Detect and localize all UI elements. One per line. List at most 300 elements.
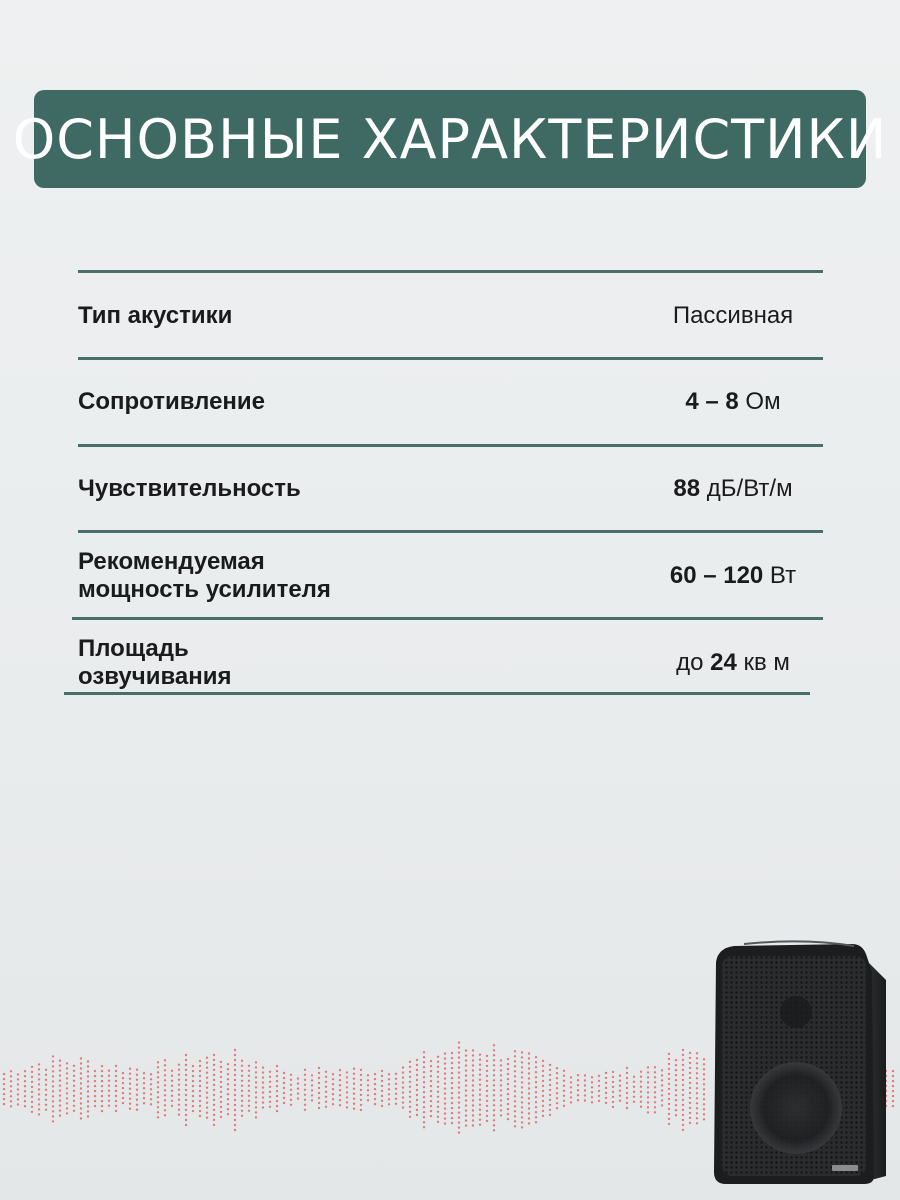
wave-dot [220, 1081, 222, 1083]
wave-dot [150, 1073, 152, 1075]
wave-dot [500, 1059, 502, 1061]
wave-dot [402, 1091, 404, 1093]
wave-dot [59, 1064, 61, 1066]
spec-label: Площадь озвучивания [78, 635, 232, 690]
wave-dot [234, 1124, 236, 1126]
wave-dot [325, 1086, 327, 1088]
wave-dot [143, 1092, 145, 1094]
wave-dot [276, 1090, 278, 1092]
wave-dot [486, 1090, 488, 1092]
wave-dot [689, 1057, 691, 1059]
wave-dot [598, 1095, 600, 1097]
wave-dot [528, 1092, 530, 1094]
wave-dot [283, 1082, 285, 1084]
wave-dot [486, 1120, 488, 1122]
wave-dot [556, 1107, 558, 1109]
wave-dot [661, 1084, 663, 1086]
wave-dot [619, 1075, 621, 1077]
wave-dot [451, 1097, 453, 1099]
wave-dot [17, 1088, 19, 1090]
wave-dot [80, 1072, 82, 1074]
wave-dot [94, 1080, 96, 1082]
wave-dot [626, 1072, 628, 1074]
wave-dot [682, 1119, 684, 1121]
wave-dot [234, 1079, 236, 1081]
wave-dot [682, 1094, 684, 1096]
wave-dot [164, 1104, 166, 1106]
wave-dot [360, 1109, 362, 1111]
wave-dot [451, 1077, 453, 1079]
wave-dot [59, 1059, 61, 1061]
wave-dot [115, 1065, 117, 1067]
wave-dot [444, 1117, 446, 1119]
wave-dot [45, 1074, 47, 1076]
wave-dot [227, 1098, 229, 1100]
wave-dot [682, 1129, 684, 1131]
wave-dot [255, 1086, 257, 1088]
wave-dot [507, 1113, 509, 1115]
wave-dot [374, 1083, 376, 1085]
wave-dot [675, 1069, 677, 1071]
wave-dot [668, 1078, 670, 1080]
wave-dot [486, 1065, 488, 1067]
wave-dot [66, 1062, 68, 1064]
wave-dot [45, 1099, 47, 1101]
wave-dot [682, 1059, 684, 1061]
wave-dot [626, 1092, 628, 1094]
value-part: Пассивная [672, 302, 794, 329]
wave-dot [472, 1064, 474, 1066]
wave-dot [262, 1096, 264, 1098]
wave-dot [59, 1104, 61, 1106]
wave-dot [640, 1081, 642, 1083]
wave-dot [584, 1099, 586, 1101]
wave-dot [451, 1087, 453, 1089]
wave-dot [171, 1095, 173, 1097]
wave-dot [206, 1087, 208, 1089]
wave-dot [185, 1094, 187, 1096]
wave-dot [689, 1082, 691, 1084]
wave-dot [465, 1079, 467, 1081]
wave-dot [675, 1064, 677, 1066]
wave-dot [584, 1089, 586, 1091]
wave-dot [514, 1080, 516, 1082]
wave-dot [101, 1090, 103, 1092]
wave-dot [248, 1090, 250, 1092]
wave-dot [38, 1068, 40, 1070]
wave-dot [129, 1078, 131, 1080]
wave-dot [185, 1114, 187, 1116]
wave-dot [472, 1079, 474, 1081]
wave-dot [479, 1074, 481, 1076]
wave-dot [143, 1087, 145, 1089]
wave-dot [381, 1070, 383, 1072]
wave-dot [66, 1102, 68, 1104]
wave-dot [409, 1096, 411, 1098]
wave-dot [241, 1085, 243, 1087]
wave-dot [430, 1100, 432, 1102]
wave-dot [157, 1076, 159, 1078]
wave-dot [325, 1101, 327, 1103]
wave-dot [535, 1081, 537, 1083]
wave-dot [234, 1099, 236, 1101]
wave-dot [528, 1082, 530, 1084]
wave-dot [682, 1124, 684, 1126]
wave-dot [360, 1099, 362, 1101]
wave-dot [346, 1076, 348, 1078]
wave-dot [647, 1066, 649, 1068]
wave-dot [17, 1103, 19, 1105]
wave-dot [521, 1116, 523, 1118]
wave-dot [122, 1092, 124, 1094]
wave-dot [136, 1099, 138, 1101]
wave-dot [213, 1089, 215, 1091]
wave-dot [290, 1099, 292, 1101]
value-part: 24 [710, 649, 737, 676]
value-part: 4 – 8 [685, 388, 739, 415]
wave-dot [150, 1098, 152, 1100]
wave-dot [171, 1105, 173, 1107]
spec-value [583, 302, 883, 330]
wave-dot [563, 1070, 565, 1072]
wave-dot [115, 1085, 117, 1087]
wave-dot [248, 1080, 250, 1082]
wave-dot [696, 1122, 698, 1124]
wave-dot [528, 1122, 530, 1124]
wave-dot [52, 1055, 54, 1057]
wave-dot [157, 1061, 159, 1063]
wave-dot [472, 1109, 474, 1111]
wave-dot [696, 1117, 698, 1119]
wave-dot [87, 1095, 89, 1097]
wave-dot [542, 1080, 544, 1082]
wave-dot [234, 1129, 236, 1131]
wave-dot [185, 1059, 187, 1061]
wave-dot [416, 1114, 418, 1116]
wave-dot [423, 1081, 425, 1083]
wave-dot [150, 1083, 152, 1085]
wave-dot [577, 1079, 579, 1081]
wave-dot [696, 1112, 698, 1114]
wave-dot [388, 1098, 390, 1100]
wave-dot [689, 1067, 691, 1069]
wave-dot [696, 1062, 698, 1064]
wave-dot [465, 1119, 467, 1121]
wave-dot [24, 1100, 26, 1102]
wave-dot [542, 1090, 544, 1092]
wave-dot [346, 1096, 348, 1098]
wave-dot [402, 1096, 404, 1098]
wave-dot [157, 1066, 159, 1068]
wave-dot [346, 1071, 348, 1073]
wave-dot [101, 1095, 103, 1097]
wave-dot [612, 1101, 614, 1103]
wave-dot [696, 1092, 698, 1094]
divider [78, 270, 823, 273]
wave-dot [430, 1110, 432, 1112]
wave-dot [668, 1053, 670, 1055]
wave-dot [661, 1089, 663, 1091]
wave-dot [45, 1084, 47, 1086]
wave-dot [640, 1086, 642, 1088]
wave-dot [171, 1085, 173, 1087]
wave-dot [395, 1083, 397, 1085]
wave-dot [493, 1079, 495, 1081]
wave-dot [3, 1103, 5, 1105]
spec-value [583, 562, 883, 590]
wave-dot [444, 1067, 446, 1069]
wave-dot [213, 1074, 215, 1076]
wave-dot [437, 1096, 439, 1098]
wave-dot [535, 1111, 537, 1113]
wave-dot [178, 1074, 180, 1076]
wave-dot [409, 1091, 411, 1093]
wave-dot [570, 1091, 572, 1093]
wave-dot [402, 1101, 404, 1103]
wave-dot [136, 1104, 138, 1106]
wave-dot [318, 1077, 320, 1079]
wave-dot [143, 1097, 145, 1099]
wave-dot [500, 1099, 502, 1101]
wave-dot [24, 1070, 26, 1072]
wave-dot [178, 1079, 180, 1081]
wave-dot [199, 1085, 201, 1087]
wave-dot [297, 1092, 299, 1094]
spec-value [583, 388, 883, 416]
wave-dot [192, 1080, 194, 1082]
wave-dot [325, 1071, 327, 1073]
wave-dot [332, 1093, 334, 1095]
wave-dot [262, 1086, 264, 1088]
wave-dot [444, 1077, 446, 1079]
wave-dot [584, 1079, 586, 1081]
wave-dot [59, 1099, 61, 1101]
wave-dot [325, 1106, 327, 1108]
wave-dot [213, 1054, 215, 1056]
wave-dot [521, 1051, 523, 1053]
wave-dot [675, 1059, 677, 1061]
wave-dot [381, 1090, 383, 1092]
wave-dot [367, 1074, 369, 1076]
wave-dot [115, 1095, 117, 1097]
wave-dot [122, 1077, 124, 1079]
wave-dot [213, 1104, 215, 1106]
spec-row [78, 633, 838, 693]
wave-dot [290, 1094, 292, 1096]
wave-dot [45, 1109, 47, 1111]
wave-dot [409, 1066, 411, 1068]
wave-dot [416, 1094, 418, 1096]
wave-dot [689, 1077, 691, 1079]
wave-dot [668, 1123, 670, 1125]
wave-dot [59, 1114, 61, 1116]
wave-dot [220, 1071, 222, 1073]
wave-dot [486, 1070, 488, 1072]
wave-dot [178, 1104, 180, 1106]
wave-dot [479, 1054, 481, 1056]
wave-dot [654, 1076, 656, 1078]
wave-dot [416, 1099, 418, 1101]
wave-dot [577, 1084, 579, 1086]
wave-dot [185, 1124, 187, 1126]
wave-dot [213, 1069, 215, 1071]
wave-dot [430, 1080, 432, 1082]
wave-dot [626, 1102, 628, 1104]
wave-dot [472, 1054, 474, 1056]
wave-dot [185, 1069, 187, 1071]
wave-dot [647, 1101, 649, 1103]
wave-dot [661, 1069, 663, 1071]
wave-dot [612, 1076, 614, 1078]
wave-dot [213, 1099, 215, 1101]
wave-dot [45, 1104, 47, 1106]
spec-label: Тип акустики [78, 302, 233, 329]
wave-dot [535, 1101, 537, 1103]
wave-dot [192, 1100, 194, 1102]
wave-dot [535, 1056, 537, 1058]
wave-dot [164, 1114, 166, 1116]
wave-dot [10, 1100, 12, 1102]
wave-dot [591, 1101, 593, 1103]
wave-dot [115, 1105, 117, 1107]
wave-dot [465, 1054, 467, 1056]
wave-dot [493, 1114, 495, 1116]
wave-dot [549, 1114, 551, 1116]
wave-dot [668, 1073, 670, 1075]
wave-dot [451, 1067, 453, 1069]
wave-dot [325, 1081, 327, 1083]
wave-dot [171, 1090, 173, 1092]
wave-dot [465, 1114, 467, 1116]
wave-dot [325, 1076, 327, 1078]
wave-dot [640, 1101, 642, 1103]
wave-dot [80, 1077, 82, 1079]
wave-dot [626, 1082, 628, 1084]
wave-dot [416, 1064, 418, 1066]
wave-dot [437, 1061, 439, 1063]
wave-dot [486, 1060, 488, 1062]
wave-dot [423, 1051, 425, 1053]
wave-dot [297, 1077, 299, 1079]
wave-dot [10, 1105, 12, 1107]
wave-dot [472, 1094, 474, 1096]
wave-dot [115, 1090, 117, 1092]
wave-dot [332, 1088, 334, 1090]
wave-dot [3, 1078, 5, 1080]
wave-dot [696, 1077, 698, 1079]
wave-dot [465, 1109, 467, 1111]
wave-dot [437, 1056, 439, 1058]
wave-dot [549, 1099, 551, 1101]
wave-dot [199, 1090, 201, 1092]
wave-dot [10, 1090, 12, 1092]
wave-dot [234, 1104, 236, 1106]
wave-dot [52, 1120, 54, 1122]
wave-dot [458, 1101, 460, 1103]
wave-dot [129, 1103, 131, 1105]
wave-dot [164, 1074, 166, 1076]
wave-dot [556, 1092, 558, 1094]
wave-dot [689, 1092, 691, 1094]
wave-dot [157, 1086, 159, 1088]
wave-dot [493, 1099, 495, 1101]
wave-dot [493, 1044, 495, 1046]
wave-dot [402, 1066, 404, 1068]
wave-dot [185, 1109, 187, 1111]
wave-dot [115, 1110, 117, 1112]
wave-dot [542, 1060, 544, 1062]
wave-dot [409, 1101, 411, 1103]
wave-dot [472, 1099, 474, 1101]
wave-dot [38, 1108, 40, 1110]
wave-dot [318, 1097, 320, 1099]
wave-dot [605, 1087, 607, 1089]
wave-dot [388, 1088, 390, 1090]
wave-dot [542, 1085, 544, 1087]
wave-dot [458, 1121, 460, 1123]
wave-dot [24, 1090, 26, 1092]
wave-dot [276, 1065, 278, 1067]
wave-dot [619, 1095, 621, 1097]
wave-dot [668, 1093, 670, 1095]
wave-dot [388, 1078, 390, 1080]
wave-dot [213, 1084, 215, 1086]
wave-dot [570, 1076, 572, 1078]
wave-dot [696, 1072, 698, 1074]
wave-dot [234, 1119, 236, 1121]
wave-dot [283, 1102, 285, 1104]
wave-dot [248, 1085, 250, 1087]
wave-dot [472, 1124, 474, 1126]
wave-dot [101, 1085, 103, 1087]
spec-row [78, 292, 838, 340]
wave-dot [556, 1072, 558, 1074]
wave-dot [220, 1106, 222, 1108]
wave-dot [507, 1068, 509, 1070]
wave-dot [647, 1096, 649, 1098]
wave-dot [318, 1067, 320, 1069]
wave-dot [318, 1107, 320, 1109]
wave-dot [241, 1090, 243, 1092]
wave-dot [479, 1094, 481, 1096]
wave-dot [500, 1069, 502, 1071]
wave-dot [129, 1083, 131, 1085]
wave-dot [31, 1096, 33, 1098]
wave-dot [66, 1112, 68, 1114]
wave-dot [479, 1099, 481, 1101]
wave-dot [59, 1069, 61, 1071]
wave-dot [668, 1063, 670, 1065]
wave-dot [80, 1087, 82, 1089]
wave-dot [10, 1075, 12, 1077]
wave-dot [3, 1098, 5, 1100]
wave-dot [535, 1066, 537, 1068]
wave-dot [500, 1114, 502, 1116]
wave-dot [31, 1111, 33, 1113]
wave-dot [521, 1096, 523, 1098]
wave-dot [185, 1104, 187, 1106]
spec-label: Сопротивление [78, 388, 266, 415]
wave-dot [87, 1115, 89, 1117]
wave-dot [339, 1099, 341, 1101]
wave-dot [290, 1079, 292, 1081]
wave-dot [472, 1049, 474, 1051]
wave-dot [122, 1102, 124, 1104]
wave-dot [696, 1082, 698, 1084]
wave-dot [339, 1079, 341, 1081]
wave-dot [486, 1115, 488, 1117]
wave-dot [206, 1117, 208, 1119]
